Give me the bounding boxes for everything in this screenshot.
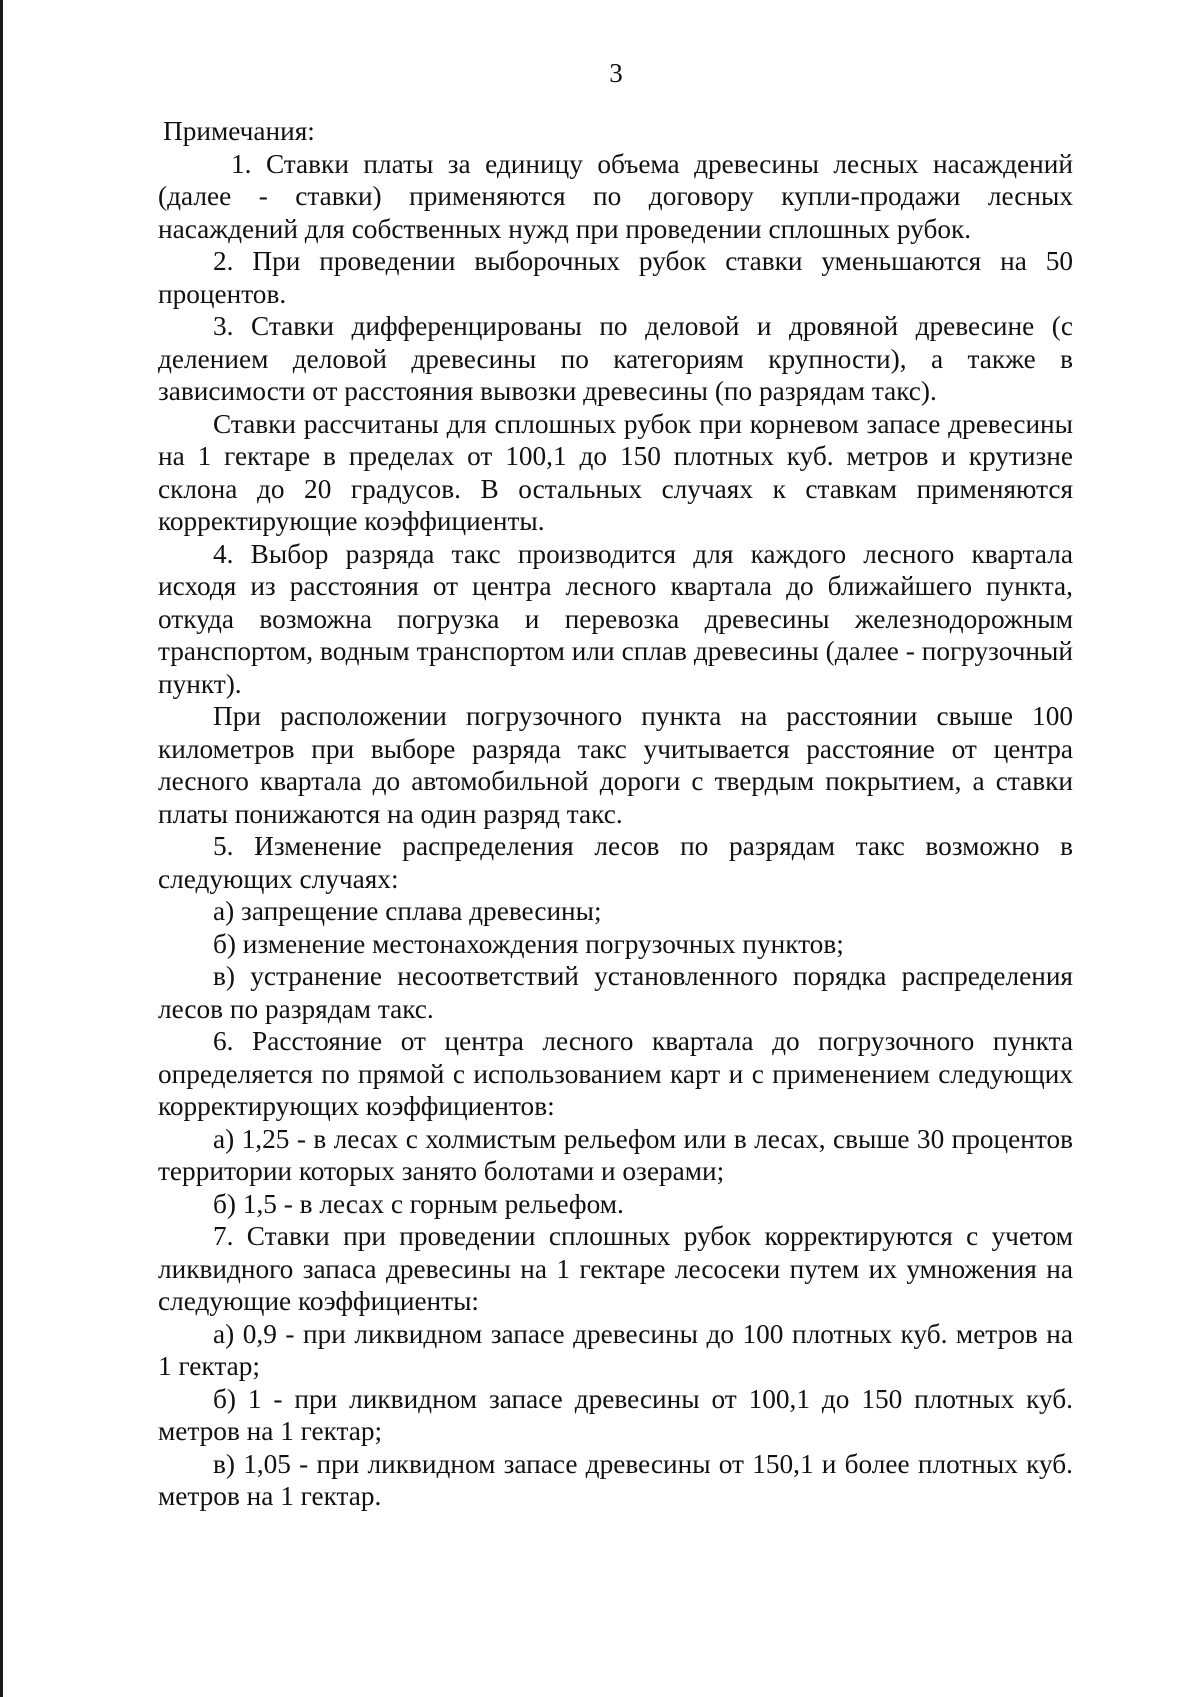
note-paragraph-5: 5. Изменение распределения лесов по разрядам такс возможно в следующих случаях:	[158, 831, 1073, 894]
notes-section	[158, 115, 1073, 1513]
notes-heading: Примечания:	[163, 116, 315, 146]
note-item-5c: в) устранение несоответствий установленного порядка распределения лесов по разрядам такс.	[158, 961, 1073, 1024]
note-item-6b: б) 1,5 - в лесах с горным рельефом.	[213, 1188, 624, 1219]
note-item-6a: а) 1,25 - в лесах с холмистым рельефом или в лесах, свыше 30 процентов территории которых занято болотами и озерами;	[158, 1123, 1073, 1186]
note-paragraph-2: 2. При проведении выборочных рубок ставки уменьшаются на 50 процентов.	[158, 246, 1073, 309]
note-item-7b: б) 1 - при ликвидном запасе древесины от 100,1 до 150 плотных куб. метров на 1 гектар;	[158, 1383, 1073, 1446]
note-paragraph-1: 1. Ставки платы за единицу объема древесины лесных насаждений (далее - ставки) применяются по договору купли-продажи лесных насаждений для собственных нужд при проведении сплошных рубок.	[158, 148, 1073, 244]
note-paragraph-3: 3. Ставки дифференцированы по деловой и дровяной древесине (с делением деловой древесины по категориям крупности), а также в зависимости от расстояния вывозки древесины (по разрядам такс).	[158, 311, 1073, 406]
note-paragraph-4-distance: При расположении погрузочного пункта на расстоянии свыше 100 километров при выборе разряда такс учитывается расстояние от центра лесного квартала до автомобильной дороги с твердым покрытием, а ставки платы понижаются на один разряд такс.	[158, 701, 1073, 829]
note-item-7c: в) 1,05 - при ликвидном запасе древесины от 150,1 и более плотных куб. метров на 1 гектар.	[158, 1448, 1073, 1511]
note-paragraph-7: 7. Ставки при проведении сплошных рубок корректируются с учетом ликвидного запаса древесины на 1 гектаре лесосеки путем их умножения на следующие коэффициенты:	[158, 1221, 1073, 1316]
scan-edge	[0, 0, 3, 1697]
note-paragraph-6: 6. Расстояние от центра лесного квартала до погрузочного пункта определяется по прямой с использованием карт и с применением следующих корректирующих коэффициентов:	[158, 1026, 1073, 1121]
page-number: 3	[609, 58, 623, 88]
note-paragraph-3-rates: Ставки рассчитаны для сплошных рубок при корневом запасе древесины на 1 гектаре в пределах от 100,1 до 150 плотных куб. метров и крутизне склона до 20 градусов. В остальных случаях к ставкам применяются корректирующие коэффициенты.	[158, 408, 1073, 536]
note-paragraph-4: 4. Выбор разряда такс производится для каждого лесного квартала исходя из расстояния от центра лесного квартала до ближайшего пункта, откуда возможна погрузка и перевозка древесины железнодорожным транспортом, водным транспортом или сплав древесины (далее - погрузочный пункт).	[158, 538, 1073, 699]
note-item-5a: а) запрещение сплава древесины;	[213, 896, 602, 926]
note-item-5b: б) изменение местонахождения погрузочных пунктов;	[213, 928, 844, 959]
note-item-7a: а) 0,9 - при ликвидном запасе древесины до 100 плотных куб. метров на 1 гектар;	[158, 1318, 1073, 1381]
